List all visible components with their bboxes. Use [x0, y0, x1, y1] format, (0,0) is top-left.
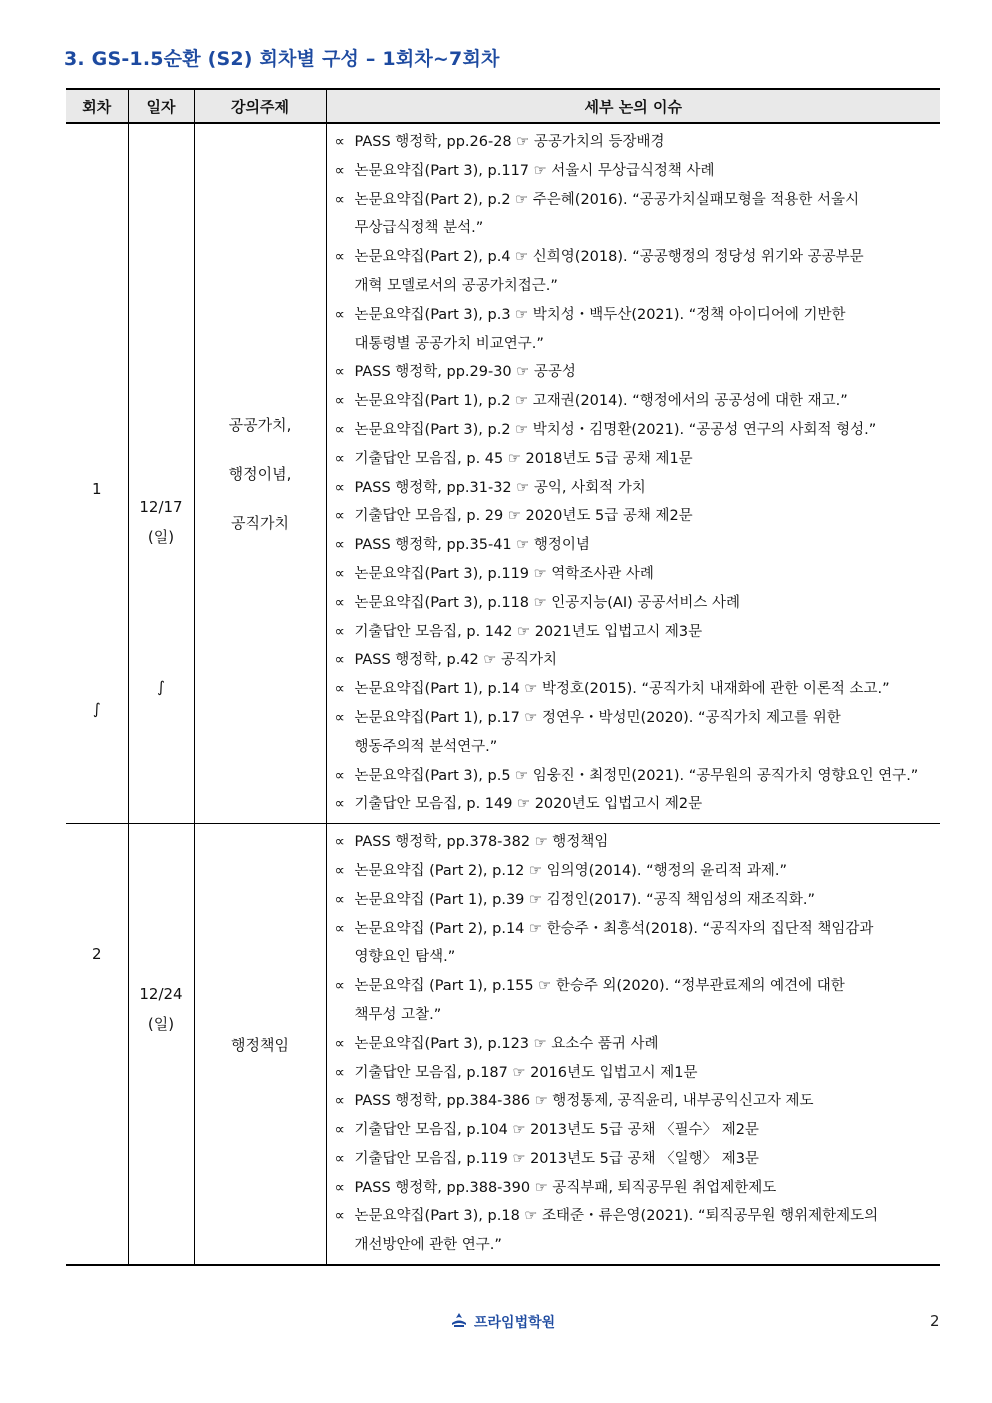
detail-item — [335, 186, 941, 244]
topic-cell — [194, 123, 326, 824]
topic-line: 공공가치, — [228, 416, 292, 435]
detail-text-continued: 대통령별 공공가치 비교연구.” — [354, 335, 544, 352]
detail-item — [335, 1202, 941, 1260]
detail-item — [335, 618, 941, 647]
detail-item — [335, 502, 941, 531]
date-value: 12/24 — [139, 985, 183, 1004]
topic-line: 공직가치 — [231, 514, 289, 533]
bullet-icon: ∝ — [334, 249, 345, 266]
detail-text: 논문요약집(Part 3), p.3 ☞ 박치성・백두산(2021). “정책 아이디어에 기반한 — [354, 306, 846, 323]
bullet-icon: ∝ — [334, 306, 345, 323]
detail-item — [335, 1174, 941, 1203]
bullet-icon: ∝ — [334, 834, 345, 851]
detail-item — [335, 128, 941, 157]
detail-text: PASS 행정학, pp.388-390 ☞ 공직부패, 퇴직공무원 취업제한제도 — [354, 1179, 777, 1196]
date-cell — [128, 123, 194, 824]
detail-item — [335, 416, 941, 445]
detail-item — [335, 1145, 941, 1174]
header-topic: 강의주제 — [194, 89, 326, 123]
detail-text: 논문요약집(Part 3), p.18 ☞ 조태준・류은영(2021). “퇴직공무원 행위제한제도의 — [354, 1208, 879, 1225]
bullet-icon: ∝ — [334, 1122, 345, 1139]
bullet-icon: ∝ — [334, 364, 345, 381]
detail-text: PASS 행정학, pp.378-382 ☞ 행정책임 — [354, 834, 609, 851]
detail-item — [335, 1030, 941, 1059]
detail-text: 논문요약집 (Part 1), p.39 ☞ 김정인(2017). “공직 책임성의 재조직화.” — [354, 891, 815, 908]
detail-item — [335, 972, 941, 1030]
date-day: (일) — [147, 527, 175, 546]
detail-item — [335, 243, 941, 301]
topic-line: 행정이념, — [228, 465, 292, 484]
bullet-icon: ∝ — [334, 421, 345, 438]
header-date: 일자 — [128, 89, 194, 123]
detail-text: 논문요약집(Part 3), p.117 ☞ 서울시 무상급식정책 사례 — [354, 162, 715, 179]
table-row — [66, 123, 940, 824]
detail-text: 논문요약집(Part 3), p.5 ☞ 임웅진・최정민(2021). “공무원의 공직가치 영향요인 연구.” — [354, 767, 919, 784]
details-cell — [326, 123, 940, 824]
detail-text: PASS 행정학, pp.26-28 ☞ 공공가치의 등장배경 — [354, 134, 665, 150]
bullet-icon: ∝ — [334, 652, 345, 669]
continuation-mark: ∫ — [157, 677, 165, 696]
round-cell — [66, 824, 128, 1265]
schedule-table — [66, 88, 940, 1266]
bullet-icon: ∝ — [334, 623, 345, 640]
bullet-icon: ∝ — [334, 1150, 345, 1167]
bullet-icon: ∝ — [334, 1208, 345, 1225]
detail-item — [335, 828, 941, 857]
detail-text: 기출답안 모음집, p. 29 ☞ 2020년도 5급 공채 제2문 — [354, 508, 693, 525]
round-cell — [66, 123, 128, 824]
bullet-icon: ∝ — [334, 162, 345, 179]
detail-item — [335, 474, 941, 503]
bullet-icon: ∝ — [334, 594, 345, 611]
detail-text: PASS 행정학, pp.29-30 ☞ 공공성 — [354, 364, 576, 381]
detail-item — [335, 1116, 941, 1145]
detail-text-continued: 행동주의적 분석연구.” — [354, 738, 498, 755]
detail-item — [335, 589, 941, 618]
detail-item — [335, 675, 941, 704]
detail-item — [335, 445, 941, 474]
round-number: 1 — [91, 479, 102, 498]
detail-text-continued: 영향요인 탐색.” — [354, 949, 456, 966]
detail-item — [335, 915, 941, 973]
bullet-icon: ∝ — [334, 479, 345, 496]
footer-brand: 프라임법학원 — [474, 1315, 556, 1331]
detail-text: PASS 행정학, p.42 ☞ 공직가치 — [354, 652, 558, 669]
detail-item — [335, 886, 941, 915]
detail-text-continued: 개선방안에 관한 연구.” — [354, 1237, 502, 1254]
detail-text: 논문요약집(Part 1), p.17 ☞ 정연우・박성민(2020). “공직가치 제고를 위한 — [354, 709, 841, 726]
header-details: 세부 논의 이슈 — [326, 89, 940, 123]
detail-text: 논문요약집(Part 1), p.2 ☞ 고재권(2014). “행정에서의 공공성에 대한 재고.” — [354, 393, 848, 410]
detail-text: PASS 행정학, pp.31-32 ☞ 공익, 사회적 가치 — [354, 479, 646, 496]
detail-text: 기출답안 모음집, p. 149 ☞ 2020년도 입법고시 제2문 — [354, 796, 703, 813]
detail-text: 기출답안 모음집, p.104 ☞ 2013년도 5급 공채 〈필수〉 제2문 — [354, 1122, 759, 1139]
bullet-icon: ∝ — [334, 709, 345, 726]
detail-item — [335, 157, 941, 186]
bullet-icon: ∝ — [334, 393, 345, 410]
bullet-icon: ∝ — [334, 1035, 345, 1052]
detail-item — [335, 646, 941, 675]
detail-text: PASS 행정학, pp.384-386 ☞ 행정통제, 공직윤리, 내부공익신고자 제도 — [354, 1093, 814, 1110]
topic-cell — [194, 824, 326, 1265]
bullet-icon: ∝ — [334, 891, 345, 908]
bullet-icon: ∝ — [334, 978, 345, 995]
detail-text: 논문요약집 (Part 1), p.155 ☞ 한승주 외(2020). “정부관료제의 예견에 대한 — [354, 978, 845, 995]
bullet-icon: ∝ — [334, 565, 345, 582]
detail-item — [335, 1059, 941, 1088]
detail-item — [335, 358, 941, 387]
detail-item — [335, 560, 941, 589]
detail-text: 논문요약집(Part 3), p.119 ☞ 역학조사관 사례 — [354, 565, 654, 582]
detail-text-continued: 무상급식정책 분석.” — [354, 220, 484, 237]
bullet-icon: ∝ — [334, 1179, 345, 1196]
bullet-icon: ∝ — [334, 796, 345, 813]
page-title: 3. GS-1.5순환 (S2) 회차별 구성 – 1회차~7회차 — [64, 48, 500, 70]
detail-item — [335, 531, 941, 560]
topic-line: 행정책임 — [231, 1035, 289, 1054]
detail-text-continued: 개혁 모델로서의 공공가치접근.” — [354, 277, 558, 294]
detail-item — [335, 1087, 941, 1116]
continuation-mark: ∫ — [92, 699, 101, 718]
detail-text: 논문요약집(Part 1), p.14 ☞ 박정호(2015). “공직가치 내재화에 관한 이론적 소고.” — [354, 681, 890, 698]
bullet-icon: ∝ — [334, 920, 345, 937]
bullet-icon: ∝ — [334, 767, 345, 784]
detail-item — [335, 762, 941, 791]
detail-text: 논문요약집(Part 2), p.2 ☞ 주은혜(2016). “공공가치실패모형을 적용한 서울시 — [354, 191, 860, 208]
detail-item — [335, 790, 941, 819]
bullet-icon: ∝ — [334, 862, 345, 879]
date-day: (일) — [147, 1015, 175, 1034]
date-value: 12/17 — [139, 497, 183, 516]
detail-text-continued: 책무성 고찰.” — [354, 1006, 442, 1023]
date-cell — [128, 824, 194, 1265]
bullet-icon: ∝ — [334, 1064, 345, 1081]
detail-text: 기출답안 모음집, p.187 ☞ 2016년도 입법고시 제1문 — [354, 1064, 698, 1081]
detail-item — [335, 704, 941, 762]
detail-item — [335, 301, 941, 359]
bullet-icon: ∝ — [334, 134, 345, 150]
detail-text: 논문요약집(Part 3), p.2 ☞ 박치성・김명환(2021). “공공성 연구의 사회적 형성.” — [354, 421, 877, 438]
bullet-icon: ∝ — [334, 450, 345, 467]
page-number: 2 — [930, 1312, 940, 1330]
detail-text: 기출답안 모음집, p. 45 ☞ 2018년도 5급 공채 제1문 — [354, 450, 693, 467]
header-round: 회차 — [66, 89, 128, 123]
round-number: 2 — [91, 945, 102, 964]
bullet-icon: ∝ — [334, 191, 345, 208]
detail-text: 논문요약집(Part 2), p.4 ☞ 신희영(2018). “공공행정의 정당성 위기와 공공부문 — [354, 249, 864, 266]
detail-text: PASS 행정학, pp.35-41 ☞ 행정이념 — [354, 537, 590, 554]
bullet-icon: ∝ — [334, 537, 345, 554]
bullet-icon: ∝ — [334, 1093, 345, 1110]
detail-text: 기출답안 모음집, p.119 ☞ 2013년도 5급 공채 〈일행〉 제3문 — [354, 1150, 759, 1167]
detail-text: 기출답안 모음집, p. 142 ☞ 2021년도 입법고시 제3문 — [354, 623, 703, 640]
table-header-row — [66, 89, 940, 123]
detail-text: 논문요약집 (Part 2), p.12 ☞ 임의영(2014). “행정의 윤리적 과제.” — [354, 862, 787, 879]
bullet-icon: ∝ — [334, 681, 345, 698]
detail-item — [335, 857, 941, 886]
bullet-icon: ∝ — [334, 508, 345, 525]
details-cell — [326, 824, 940, 1265]
footer-logo — [450, 1311, 555, 1333]
detail-text: 논문요약집 (Part 2), p.14 ☞ 한승주・최흥석(2018). “공직자의 집단적 책임감과 — [354, 920, 874, 937]
detail-text: 논문요약집(Part 3), p.118 ☞ 인공지능(AI) 공공서비스 사례 — [354, 594, 741, 611]
table-row — [66, 824, 940, 1265]
academy-logo-icon — [450, 1311, 468, 1333]
detail-item — [335, 387, 941, 416]
detail-text: 논문요약집(Part 3), p.123 ☞ 요소수 품귀 사례 — [354, 1035, 659, 1052]
